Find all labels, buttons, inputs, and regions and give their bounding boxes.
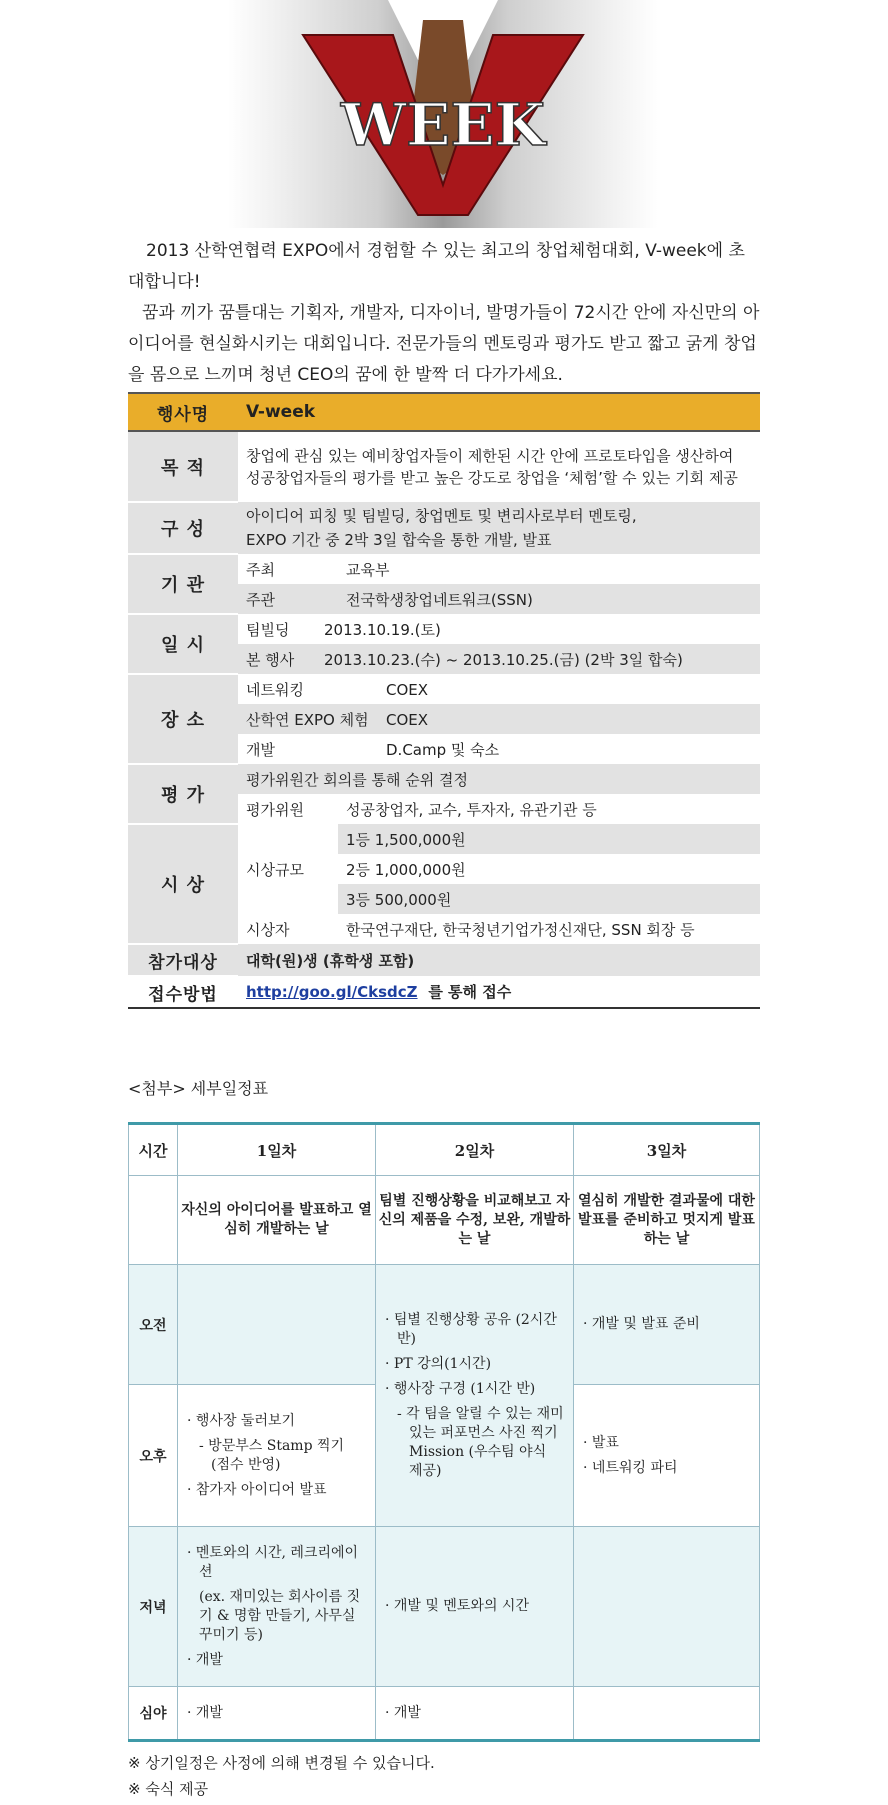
eval-label: 평 가 (128, 764, 238, 824)
intro-paragraph-1: 2013 산학연협력 EXPO에서 경험할 수 있는 최고의 창업체험대회, V-week에 초대합니다! (128, 241, 745, 292)
attachment-title: <첨부> 세부일정표 (128, 1079, 269, 1098)
day1-night-item: · 개발 (187, 1704, 223, 1721)
day1-ev-b: (ex. 재미있는 회사이름 짓기 & 명함 만들기, 사무실 꾸미기 등) (199, 1588, 361, 1643)
target-value: 대학(원)생 (휴학생 포함) (238, 944, 760, 976)
place-dev-key: 개발 (246, 740, 275, 759)
prize-giver-value: 한국연구재단, 한국청년기업가정신재단, SSN 회장 등 (338, 914, 760, 944)
target-label: 참가대상 (128, 944, 238, 976)
intro-text (128, 236, 760, 391)
date-main-row (238, 644, 760, 674)
org-manage-key: 주관 (238, 584, 338, 614)
eval-value: 성공창업자, 교수, 투자자, 유관기관 등 (346, 800, 597, 819)
place-dev-row (238, 734, 760, 764)
day3-pm (574, 1385, 760, 1527)
purpose-value: 창업에 관심 있는 예비창업자들이 제한된 시간 안에 프로토타입을 생산하여 성공창업자들의 평가를 받고 높은 강도로 창업을 ‘체험’할 수 있는 기회 제공 (238, 431, 760, 502)
day1-ev-c: · 개발 (187, 1651, 223, 1668)
place-net-row (238, 674, 760, 704)
day3-am (574, 1265, 760, 1385)
structure-value (238, 502, 760, 554)
day1-am (178, 1265, 376, 1385)
structure-label: 구 성 (128, 502, 238, 554)
event-name-label: 행사명 (128, 393, 238, 431)
day2-item-c: · 행사장 구경 (1시간 반) (385, 1380, 536, 1397)
day1-desc: 자신의 아이디어를 발표하고 열심히 개발하는 날 (178, 1176, 376, 1265)
day3-pm-b: · 네트워킹 파티 (583, 1459, 678, 1476)
place-dev-value: D.Camp 및 숙소 (386, 740, 500, 759)
time-am: 오전 (129, 1265, 178, 1385)
v-week-banner (0, 0, 888, 228)
prize-label: 시 상 (128, 824, 238, 944)
day1-night (178, 1687, 376, 1741)
prize-giver-key: 시상자 (238, 914, 338, 944)
col-day1: 1일차 (178, 1124, 376, 1176)
day3-pm-a: · 발표 (583, 1434, 619, 1451)
day2-ev-item: · 개발 및 멘토와의 시간 (385, 1598, 529, 1614)
date-team-value: 2013.10.19.(토) (324, 620, 441, 639)
apply-suffix: 를 통해 접수 (428, 983, 512, 1001)
org-manage-value: 전국학생창업네트워크(SSN) (338, 584, 760, 614)
notes (128, 1750, 435, 1802)
day3-am-item: · 개발 및 발표 준비 (583, 1316, 700, 1332)
event-name-value: V-week (238, 393, 760, 431)
structure-line-1: 아이디어 피칭 및 팀빌딩, 창업멘토 및 변리사로부터 멘토링, (246, 507, 637, 525)
day3-evening (574, 1527, 760, 1687)
day2-item-a: · 팀별 진행상황 공유 (2시간 반) (385, 1311, 557, 1347)
day1-pm-b: - 방문부스 Stamp 찍기 (점수 반영) (199, 1437, 345, 1473)
purpose-label: 목 적 (128, 431, 238, 502)
structure-line-2: EXPO 기간 중 2박 3일 합숙을 통한 개발, 발표 (246, 531, 552, 549)
date-main-key: 본 행사 (246, 650, 295, 669)
date-team-row (238, 614, 760, 644)
prize-2: 2등 1,000,000원 (338, 854, 760, 884)
apply-row (238, 976, 760, 1008)
org-label: 기 관 (128, 554, 238, 614)
intro-paragraph-2: 꿈과 끼가 꿈틀대는 기획자, 개발자, 디자이너, 발명가들이 72시간 안에 자신만의 아이디어를 현실화시키는 대회입니다. 전문가들의 멘토링과 평가도 받고 짧고 굵게 창업을 몸으로 느끼며 청년 CEO의 꿈에 한 발짝 더 다가가세요. (128, 303, 760, 385)
day1-pm-c: · 참가자 아이디어 발표 (187, 1481, 327, 1498)
logo-text: WEEK (341, 91, 545, 159)
day1-ev-a: · 멘토와의 시간, 레크리에이션 (187, 1544, 359, 1580)
day2-am-pm (376, 1265, 574, 1527)
col-day2: 2일차 (376, 1124, 574, 1176)
schedule-table (128, 1122, 760, 1742)
place-expo-value: COEX (386, 710, 429, 729)
day2-desc: 팀별 진행상황을 비교해보고 자신의 제품을 수정, 보완, 개발하는 날 (376, 1176, 574, 1265)
col-day3: 3일차 (574, 1124, 760, 1176)
day1-pm (178, 1385, 376, 1527)
place-expo-key: 산학연 EXPO 체험 (246, 710, 369, 729)
place-net-key: 네트워킹 (246, 680, 304, 699)
day3-night (574, 1687, 760, 1741)
day1-evening (178, 1527, 376, 1687)
day2-night (376, 1687, 574, 1741)
time-night: 심야 (129, 1687, 178, 1741)
place-expo-row (238, 704, 760, 734)
place-label: 장 소 (128, 674, 238, 764)
eval-row (238, 794, 760, 824)
day2-evening (376, 1527, 574, 1687)
date-main-value: 2013.10.23.(수) ~ 2013.10.25.(금) (2박 3일 합숙) (324, 650, 683, 669)
day3-desc: 열심히 개발한 결과물에 대한 발표를 준비하고 멋지게 발표하는 날 (574, 1176, 760, 1265)
org-host-key: 주최 (238, 554, 338, 584)
apply-link[interactable]: http://goo.gl/CksdcZ (246, 983, 418, 1001)
eval-key: 평가위원 (246, 800, 304, 819)
prize-scale-key: 시상규모 (238, 824, 338, 914)
col-time: 시간 (129, 1124, 178, 1176)
date-label: 일 시 (128, 614, 238, 674)
apply-label: 접수방법 (128, 976, 238, 1008)
org-host-value: 교육부 (338, 554, 760, 584)
place-net-value: COEX (386, 680, 429, 699)
date-team-key: 팀빌딩 (246, 620, 290, 639)
time-evening: 저녁 (129, 1527, 178, 1687)
event-info-table (128, 392, 760, 1009)
day1-pm-a: · 행사장 둘러보기 (187, 1412, 296, 1429)
prize-1: 1등 1,500,000원 (338, 824, 760, 854)
prize-3: 3등 500,000원 (338, 884, 760, 914)
day2-item-d: - 각 팀을 알릴 수 있는 재미있는 퍼포먼스 사진 찍기 Mission (우수팀 야식 제공) (397, 1405, 564, 1479)
note-2: ※ 숙식 제공 (128, 1780, 209, 1798)
day2-night-item: · 개발 (385, 1704, 421, 1721)
note-1: ※ 상기일정은 사정에 의해 변경될 수 있습니다. (128, 1754, 435, 1772)
day2-item-b: · PT 강의(1시간) (385, 1355, 492, 1372)
time-pm: 오후 (129, 1385, 178, 1527)
eval-line: 평가위원간 회의를 통해 순위 결정 (238, 764, 760, 794)
v-week-logo (228, 0, 658, 228)
